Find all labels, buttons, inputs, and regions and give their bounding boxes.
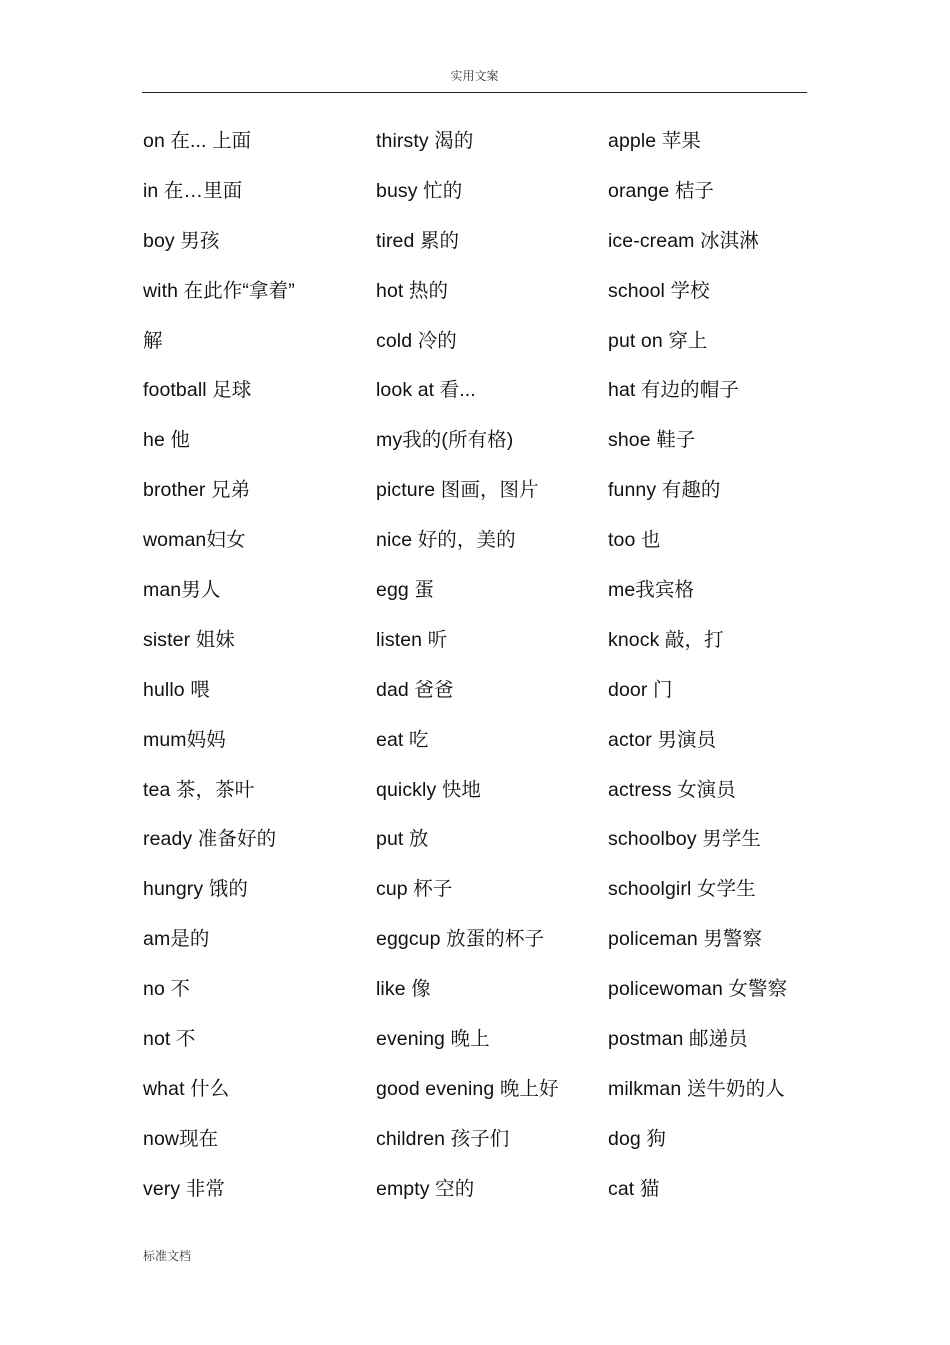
vocab-entry: good evening 晚上好 (376, 1077, 559, 1100)
vocab-entry: cup 杯子 (376, 878, 453, 901)
vocab-entry: ice-cream 冰淇淋 (608, 229, 759, 252)
vocab-entry: man男人 (143, 579, 221, 602)
vocab-entry: apple 苹果 (608, 130, 701, 152)
vocab-entry: shoe 鞋子 (608, 429, 696, 452)
vocab-entry: very 非常 (143, 1177, 225, 1200)
vocab-entry: hot 热的 (376, 279, 449, 302)
vocab-entry: football 足球 (143, 379, 252, 402)
vocabulary-column-1 (143, 117, 368, 1215)
vocab-entry: listen 听 (376, 628, 448, 651)
page-footer (143, 1247, 191, 1264)
vocab-entry: cat 猫 (608, 1177, 660, 1200)
vocab-entry: 解 (143, 329, 163, 352)
vocab-entry: no 不 (143, 978, 191, 1001)
vocab-entry: like 像 (376, 978, 431, 1001)
vocab-entry: too 也 (608, 529, 661, 552)
vocab-entry: boy 男孩 (143, 229, 220, 252)
vocab-entry: evening 晚上 (376, 1028, 490, 1051)
header-title: 实用文案 (450, 69, 499, 83)
vocab-entry: hungry 饿的 (143, 878, 248, 901)
vocab-entry: hat 有边的帽子 (608, 379, 739, 402)
vocab-entry: in 在…里面 (143, 179, 243, 202)
vocab-entry: brother 兄弟 (143, 479, 251, 502)
vocab-entry: policeman 男警察 (608, 928, 763, 951)
vocab-entry: postman 邮递员 (608, 1028, 748, 1051)
vocab-entry: am是的 (143, 928, 210, 951)
vocab-entry: eggcup 放蛋的杯子 (376, 928, 545, 951)
vocab-entry: funny 有趣的 (608, 479, 721, 502)
vocab-entry: dad 爸爸 (376, 678, 454, 701)
vocab-entry: orange 桔子 (608, 179, 715, 202)
vocab-entry: eat 吃 (376, 728, 429, 751)
vocab-entry: actress 女演员 (608, 778, 736, 801)
vocab-entry: nice 好的，美的 (376, 529, 516, 552)
vocab-entry: children 孩子们 (376, 1127, 510, 1150)
vocab-entry: door 门 (608, 678, 673, 701)
vocab-entry: my我的(所有格) (376, 429, 514, 452)
vocab-entry: what 什么 (143, 1077, 230, 1100)
vocab-entry: egg 蛋 (376, 579, 434, 602)
vocab-entry: actor 男演员 (608, 728, 717, 751)
vocab-entry: look at 看... (376, 379, 476, 402)
vocab-entry: schoolboy 男学生 (608, 828, 762, 851)
vocab-entry: thirsty 渴的 (376, 130, 474, 152)
vocab-entry: tired 累的 (376, 229, 460, 252)
vocab-entry: he 他 (143, 429, 191, 452)
vocab-entry: with 在此作“拿着” (143, 279, 295, 302)
vocab-entry: school 学校 (608, 279, 710, 302)
vocab-entry: quickly 快地 (376, 778, 482, 801)
vocab-entry: picture 图画，图片 (376, 479, 539, 502)
vocab-entry: mum妈妈 (143, 728, 226, 751)
vocab-entry: put 放 (376, 828, 429, 851)
footer-label: 标准文档 (143, 1249, 192, 1263)
vocab-entry: dog 狗 (608, 1127, 666, 1150)
vocab-entry: tea 茶，茶叶 (143, 778, 255, 801)
vocabulary-column-2 (376, 117, 601, 1215)
vocab-entry: empty 空的 (376, 1177, 475, 1200)
vocabulary-column-3 (608, 117, 833, 1215)
vocab-entry: knock 敲，打 (608, 628, 724, 651)
vocab-entry: on 在... 上面 (143, 130, 252, 152)
vocab-entry: not 不 (143, 1028, 196, 1051)
vocab-entry: cold 冷的 (376, 329, 457, 352)
vocab-entry: sister 姐妹 (143, 628, 235, 651)
vocab-entry: busy 忙的 (376, 179, 463, 202)
page-header (142, 66, 807, 93)
vocab-entry: policewoman 女警察 (608, 978, 788, 1001)
vocab-entry: schoolgirl 女学生 (608, 878, 756, 901)
vocab-entry: milkman 送牛奶的人 (608, 1077, 785, 1100)
vocab-entry: ready 准备好的 (143, 828, 277, 851)
vocab-entry: now现在 (143, 1127, 219, 1150)
vocab-entry: put on 穿上 (608, 329, 708, 352)
vocab-entry: me我宾格 (608, 579, 695, 602)
vocab-entry: woman妇女 (143, 529, 246, 552)
vocab-entry: hullo 喂 (143, 678, 210, 701)
